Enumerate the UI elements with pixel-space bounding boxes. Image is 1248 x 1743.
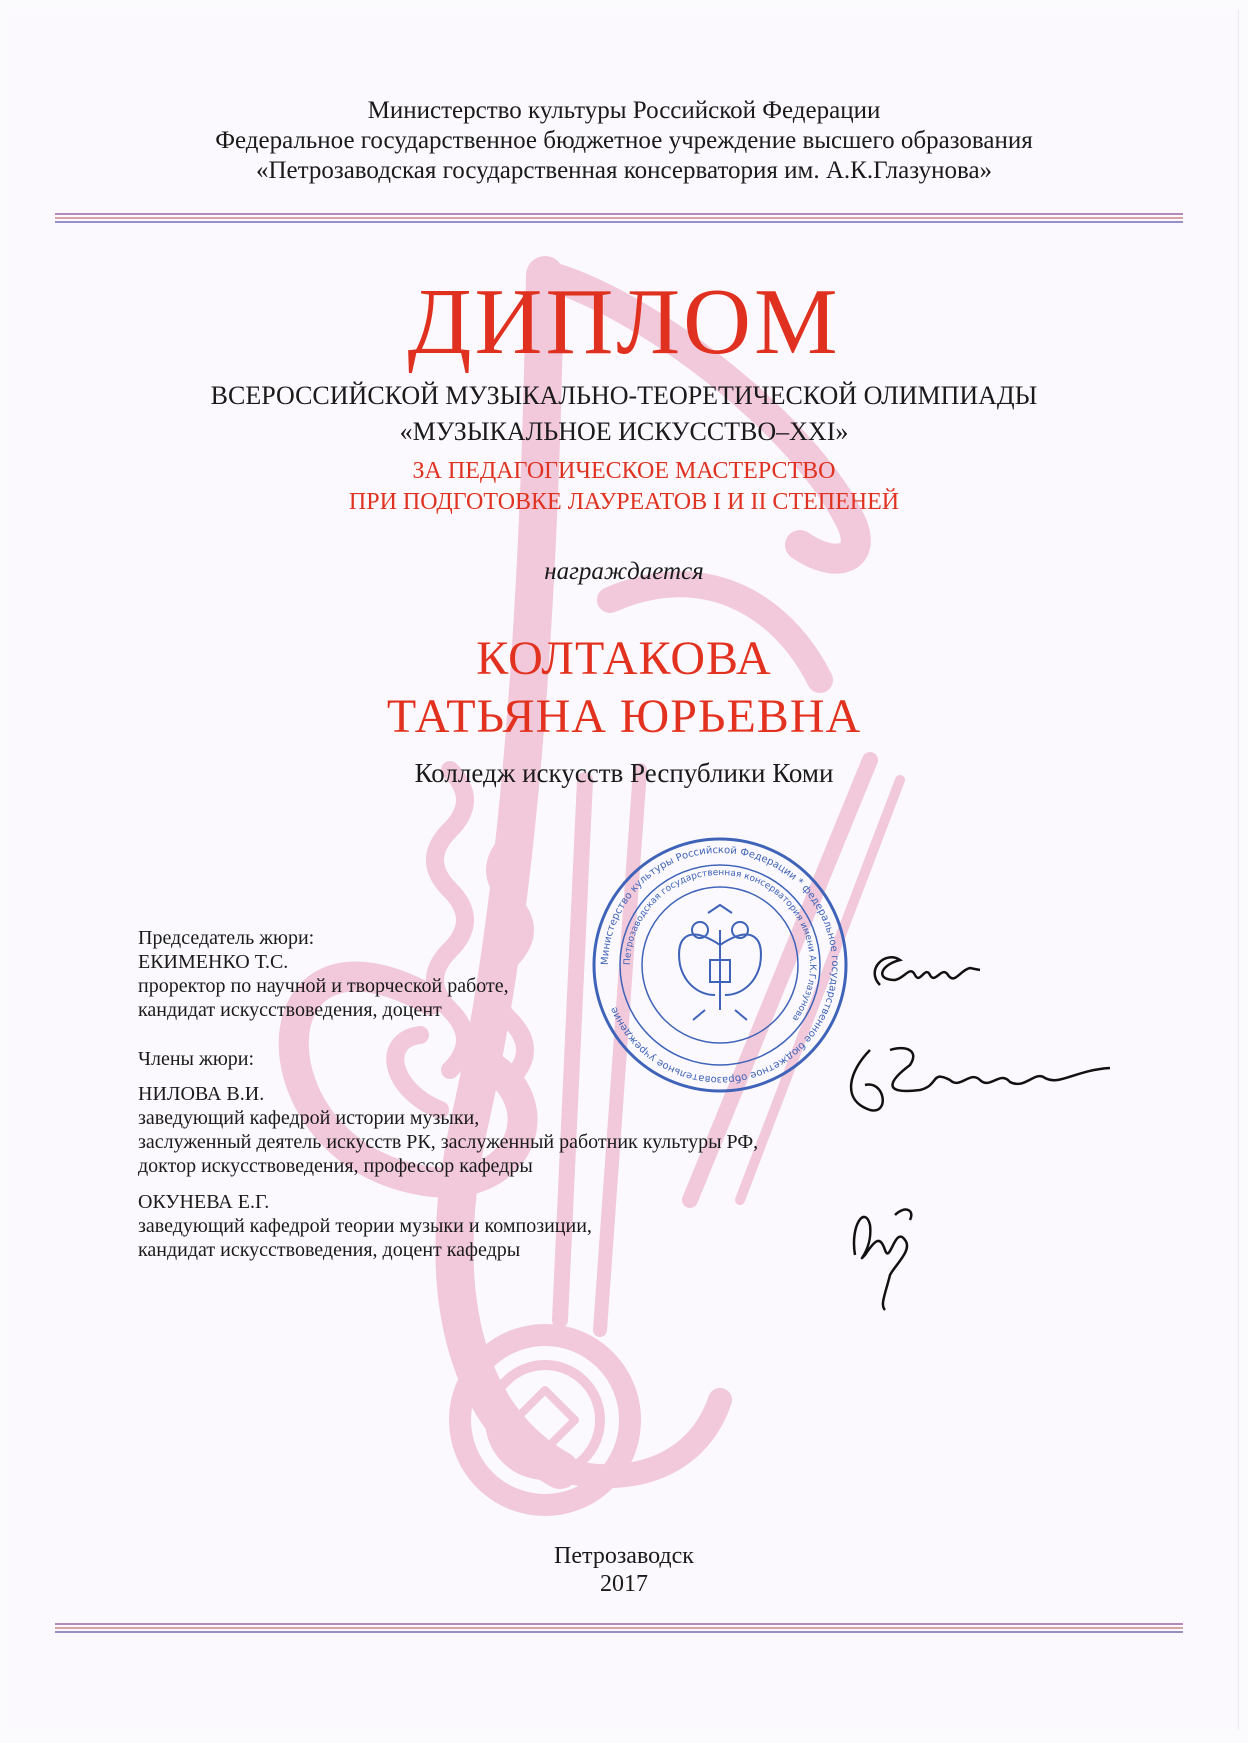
signature-member-1	[830, 1040, 1120, 1130]
double-headed-eagle-icon	[679, 905, 761, 1020]
chair-role-2: кандидат искусствоведения, доцент	[138, 999, 442, 1021]
top-divider	[55, 213, 1183, 227]
conservatory-name-line: «Петрозаводская государственная консерватория им. А.К.Глазунова»	[255, 157, 993, 184]
bottom-divider	[55, 1623, 1183, 1637]
signature-member-2	[835, 1195, 935, 1315]
jury-member-2	[138, 1190, 592, 1262]
chair-heading: Председатель жюри:	[138, 927, 315, 949]
member-1-role-1: заведующий кафедрой истории музыки,	[138, 1107, 480, 1129]
awarded-label: награждается	[544, 558, 704, 585]
ministry-line: Министерство культуры Российской Федерации	[367, 97, 881, 124]
seal-inner-text: Петрозаводская государственная консерватория имени А.К.Глазунова	[622, 867, 818, 1023]
merit-line2: ПРИ ПОДГОТОВКЕ ЛАУРЕАТОВ I И II СТЕПЕНЕЙ	[348, 489, 900, 515]
signature-chair	[860, 940, 990, 1000]
recipient-surname: КОЛТАКОВА	[476, 632, 772, 685]
member-2-role-1: заведующий кафедрой теории музыки и композиции,	[138, 1215, 592, 1237]
city: Петрозаводск	[554, 1543, 694, 1569]
year: 2017	[600, 1571, 648, 1597]
olympiad-name-line1: ВСЕРОССИЙСКОЙ МУЗЫКАЛЬНО-ТЕОРЕТИЧЕСКОЙ ОЛИМПИАДЫ	[210, 381, 1038, 410]
olympiad-name-line2: «МУЗЫКАЛЬНОЕ ИСКУССТВО–XXI»	[399, 417, 849, 446]
merit-line1: ЗА ПЕДАГОГИЧЕСКОЕ МАСТЕРСТВО	[412, 458, 836, 484]
recipient-given-names: ТАТЬЯНА ЮРЬЕВНА	[386, 690, 862, 743]
official-seal	[590, 835, 850, 1095]
chair-name: ЕКИМЕНКО Т.С.	[138, 951, 289, 973]
chair-role-1: проректор по научной и творческой работе,	[138, 975, 509, 997]
recipient-organization: Колледж искусств Республики Коми	[414, 758, 834, 788]
diploma-title: ДИПЛОМ	[407, 270, 841, 374]
jury-member-1	[138, 1082, 758, 1178]
jury-chair-block	[138, 926, 509, 1022]
member-2-role-2: кандидат искусствоведения, доцент кафедры	[138, 1239, 521, 1261]
jury-members-heading: Члены жюри:	[138, 1048, 255, 1070]
member-1-role-3: доктор искусствоведения, профессор кафедры	[138, 1155, 533, 1177]
member-2-name: ОКУНЕВА Е.Г.	[138, 1191, 270, 1213]
member-1-name: НИЛОВА В.И.	[138, 1083, 265, 1105]
member-1-role-2: заслуженный деятель искусств РК, заслуженный работник культуры РФ,	[138, 1131, 759, 1153]
institution-type-line: Федеральное государственное бюджетное учреждение высшего образования	[215, 127, 1033, 154]
seal-outer-text: Министерство культуры Российской Федерации * федеральное государственное бюджетное образовательное учреждение	[599, 844, 841, 1086]
